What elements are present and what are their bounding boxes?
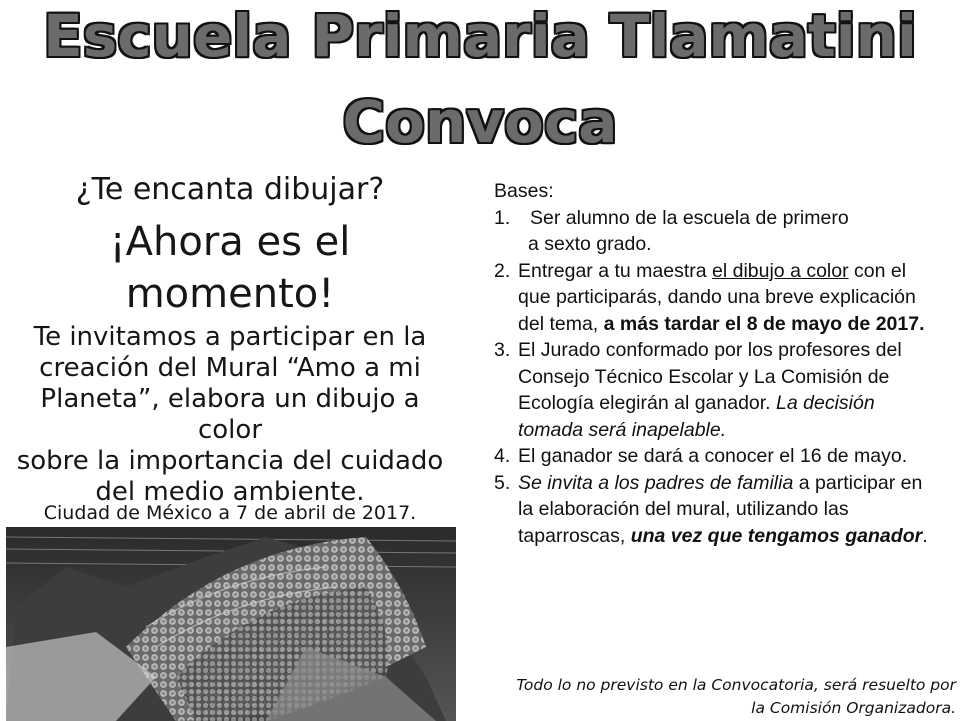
exclaim-line-1: ¡Ahora es el: [109, 219, 351, 265]
invite-line: del medio ambiente.: [95, 477, 365, 507]
item1-line1: Ser alumno de la escuela de primero: [530, 206, 849, 229]
item-number: 5.: [494, 471, 511, 494]
list-item: [494, 258, 934, 338]
item3-italic: La decisión tomada será inapelable.: [518, 392, 875, 441]
item5-text: a participar en la elaboración del mural, utilizando las taparroscas,: [518, 471, 923, 547]
invite-line: Te invitamos a participar en la: [33, 322, 427, 352]
footer-line-1: Todo lo no previsto en la Convocatoria, será resuelto por: [516, 676, 956, 694]
bases-section: [494, 178, 934, 549]
item2-deadline: a más tardar el 8 de mayo de 2017.: [603, 312, 925, 335]
convoca-title: Convoca: [342, 88, 618, 156]
invite-line: Planeta”, elabora un dibujo a color: [40, 384, 420, 445]
item-number: 2.: [494, 259, 511, 282]
bases-list: [494, 205, 934, 550]
item2-text-b: con el que participarás, dando una breve explicación del tema,: [518, 259, 916, 335]
item-number: 1.: [494, 206, 511, 229]
item2-underline: el dibujo a color: [712, 259, 849, 282]
mural-photo: [6, 527, 456, 721]
item3-text: El Jurado conformado por los profesores del Consejo Técnico Escolar y La Comisión de Ecología elegirán al ganador.: [518, 339, 902, 414]
item4-text: El ganador se dará a conocer el 16 de mayo.: [518, 445, 908, 467]
exclaim-heading: [20, 216, 440, 320]
footer-line-2: la Comisión Organizadora.: [751, 699, 956, 717]
list-item: [494, 443, 934, 470]
city-date: Ciudad de México a 7 de abril de 2017.: [43, 502, 417, 524]
item-number: 3.: [494, 339, 511, 361]
list-item: [494, 470, 934, 550]
invite-line: sobre la importancia del cuidado: [16, 446, 444, 476]
item1-line2: a sexto grado.: [528, 233, 652, 255]
item2-text-a: Entregar a tu maestra: [518, 259, 713, 282]
invitation-text: [10, 322, 450, 508]
school-title: Escuela Primaria Tlamatini: [43, 2, 917, 70]
exclaim-line-2: momento!: [125, 271, 335, 317]
question-heading: ¿Te encanta dibujar?: [75, 172, 385, 207]
list-item: [494, 337, 934, 443]
item5-end: .: [922, 524, 928, 547]
footer-note: [490, 674, 956, 720]
item-number: 4.: [494, 445, 511, 467]
item5-italic: Se invita a los padres de familia: [518, 471, 794, 494]
bases-heading: Bases:: [494, 180, 554, 202]
item5-bolditalic: una vez que tengamos ganador: [630, 524, 923, 547]
list-item: [494, 205, 934, 258]
invite-line: creación del Mural “Amo a mi: [39, 353, 421, 383]
